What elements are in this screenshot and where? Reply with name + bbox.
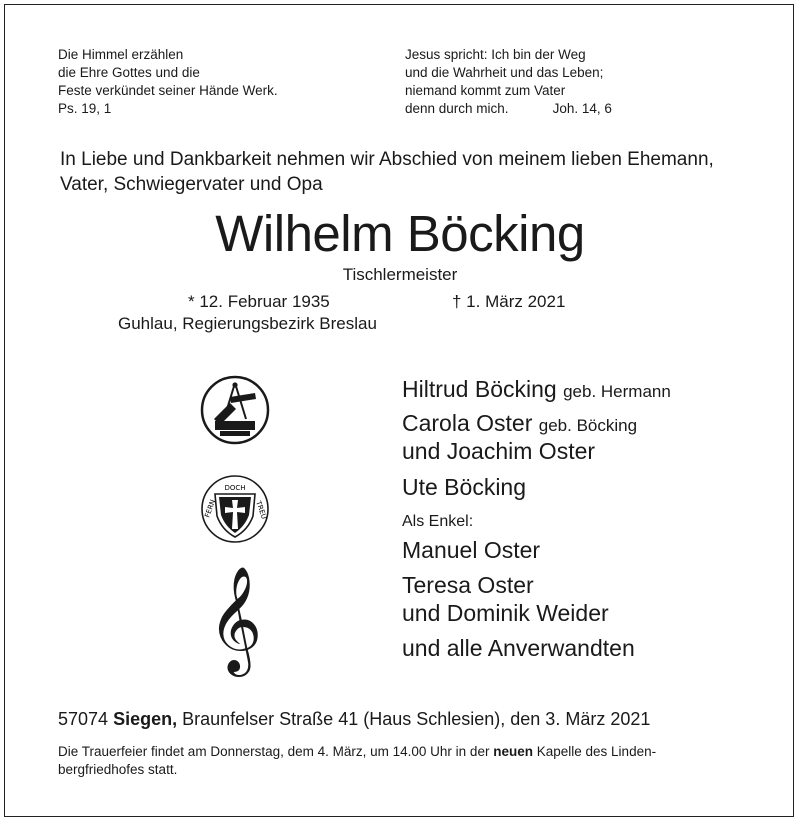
psalm-reference: Ps. 19, 1 [58, 101, 112, 116]
death-date: † 1. März 2021 [452, 292, 566, 311]
psalm-line-2: die Ehre Gottes und die [58, 65, 200, 80]
john-reference: Joh. 14, 6 [552, 101, 612, 116]
funeral-line-2: bergfriedhofes statt. [58, 762, 178, 777]
wife-name: Hiltrud Böcking [402, 376, 557, 402]
john-last-line: denn durch mich. [405, 101, 509, 116]
family-wife [402, 375, 671, 406]
grandchild2-name: Teresa Oster [402, 572, 534, 598]
funeral-bold: neuen [493, 744, 533, 759]
grandchild2-partner: und Dominik Weider [402, 600, 609, 626]
carpenter-guild-emblem-icon [200, 375, 270, 445]
funeral-note [58, 743, 656, 779]
john-verse [405, 46, 612, 118]
grandchild1-name: Manuel Oster [402, 537, 541, 563]
john-line-1: Jesus spricht: Ich bin der Weg [405, 47, 586, 62]
birth-date: * 12. Februar 1935 [188, 292, 330, 311]
city: Siegen, [113, 709, 178, 729]
daughter1-maiden-name: geb. Böcking [538, 416, 638, 435]
john-line-3: niemand kommt zum Vater [405, 83, 566, 98]
svg-text:𝄞: 𝄞 [207, 565, 263, 672]
family-daughter1 [402, 409, 637, 440]
intro-line-2: Vater, Schwiegervater und Opa [60, 174, 323, 195]
badge-text-right: TREU [254, 499, 269, 521]
notice-border [4, 4, 794, 817]
intro-line-1: In Liebe und Dankbarkeit nehmen wir Abschied von meinem lieben Ehemann, [60, 149, 714, 170]
daughter1-name: Carola Oster [402, 410, 533, 436]
birthplace: Guhlau, Regierungsbezirk Breslau [118, 314, 377, 333]
daughter1-partner: und Joachim Oster [402, 438, 596, 464]
deceased-name: Wilhelm Böcking [215, 205, 585, 262]
street-and-date: Braunfelser Straße 41 (Haus Schlesien), den 3. März 2021 [182, 709, 651, 729]
relatives: und alle Anverwandten [402, 635, 635, 661]
daughter2-name: Ute Böcking [402, 474, 527, 500]
intro-text [60, 147, 714, 197]
psalm-line-1: Die Himmel erzählen [58, 47, 184, 62]
funeral-text-1: Die Trauerfeier findet am Donnerstag, dem 4. März, um 14.00 Uhr in der [58, 744, 490, 759]
psalm-line-3: Feste verkündet seiner Hände Werk. [58, 83, 278, 98]
funeral-line-1 [58, 743, 656, 761]
john-line-4 [405, 100, 612, 118]
psalm-verse [58, 46, 278, 118]
address-line [58, 708, 650, 730]
postal-code: 57074 [58, 709, 109, 729]
grandchildren-label: Als Enkel: [402, 513, 474, 530]
wife-maiden-name: geb. Hermann [563, 382, 671, 401]
badge-text-left: FERN [203, 498, 218, 519]
treble-clef-icon [207, 565, 263, 672]
occupation: Tischlermeister [342, 265, 458, 284]
badge-text-top: DOCH [224, 484, 246, 492]
john-line-2: und die Wahrheit und das Leben; [405, 65, 604, 80]
silesian-cross-badge-icon [200, 474, 270, 544]
funeral-text-2: Kapelle des Linden- [536, 744, 657, 759]
